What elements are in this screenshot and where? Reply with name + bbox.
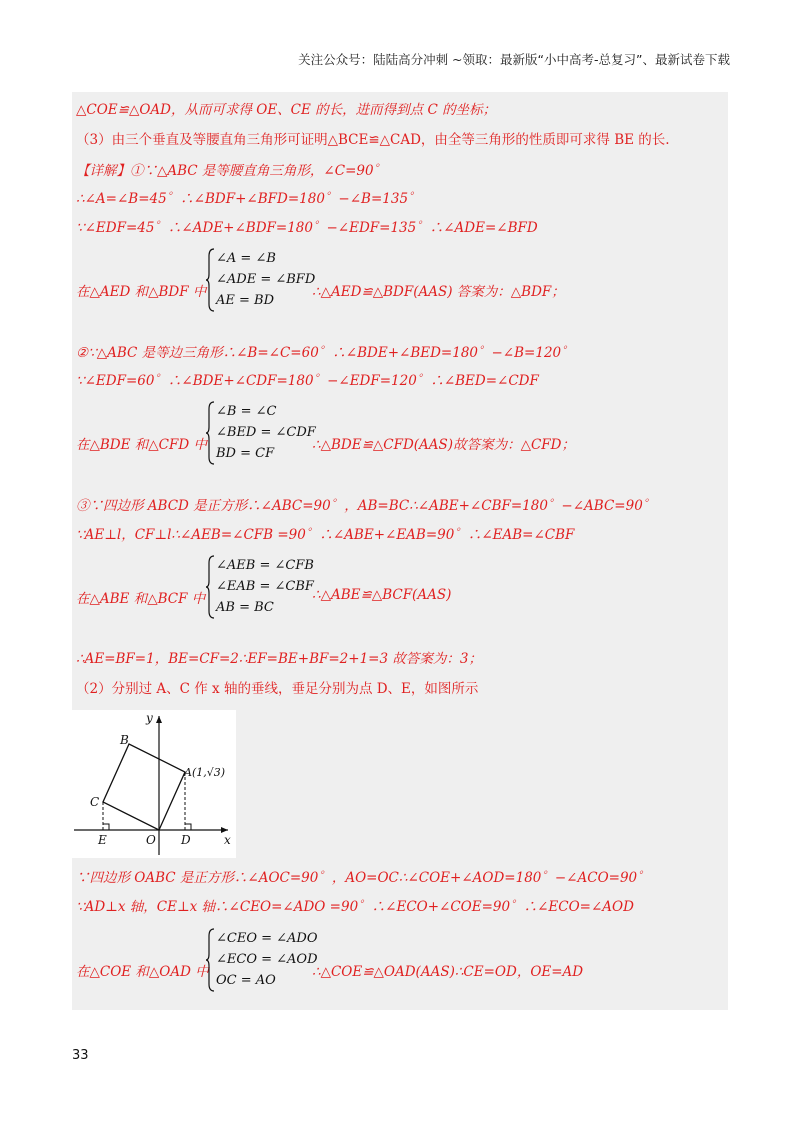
system-prefix: 在△BDE 和△CFD 中 xyxy=(76,437,207,453)
point-label-A: A(1,√3) xyxy=(184,766,226,779)
text-line-13: ∵AD⊥x 轴，CE⊥x 轴∴∠CEO=∠ADO =90゜∴∠ECO+∠COE=90゜∴∠ECO=∠AOD xyxy=(76,899,634,915)
coordinate-diagram xyxy=(72,710,236,858)
system-prefix: 在△COE 和△OAD 中 xyxy=(76,964,209,980)
system-conclusion: ∴△BDE≌△CFD(AAS)故答案为：△CFD； xyxy=(312,437,575,453)
text-line-1: △COE≌△OAD，从而可求得 OE、CE 的长，进而得到点 C 的坐标； xyxy=(76,102,497,118)
axis-label-x: x xyxy=(224,833,231,847)
equation-line: ∠AEB = ∠CFB xyxy=(216,558,314,573)
text-line-9: ∵AE⊥l，CF⊥l∴∠AEB=∠CFB =90゜∴∠ABE+∠EAB=90゜∴∠EAB=∠CBF xyxy=(76,527,575,543)
text-line-11: （2）分别过 A、C 作 x 轴的垂线，垂足分别为点 D、E，如图所示 xyxy=(76,681,479,697)
point-label-C: C xyxy=(90,795,100,809)
equation-line: ∠CEO = ∠ADO xyxy=(216,931,318,946)
text-line-8: ③∵四边形 ABCD 是正方形∴∠ABC=90゜，AB=BC∴∠ABE+∠CBF=180゜−∠ABC=90゜ xyxy=(76,498,657,514)
left-brace-icon xyxy=(206,401,216,465)
system-conclusion: ∴△AED≌△BDF(AAS) 答案为：△BDF； xyxy=(312,284,565,300)
text-line-4: ∴∠A=∠B=45゜∴∠BDF+∠BFD=180゜−∠B=135゜ xyxy=(76,191,422,207)
equation-line: ∠A = ∠B xyxy=(216,251,276,266)
point-label-O: O xyxy=(146,833,156,847)
point-label-E: E xyxy=(98,833,107,847)
page-number: 33 xyxy=(72,1048,89,1063)
text-line-3: 【详解】①∵△ABC 是等腰直角三角形，∠C=90゜ xyxy=(76,163,388,179)
equation-line: BD = CF xyxy=(216,446,275,461)
equation-line: OC = AO xyxy=(216,973,276,988)
left-brace-icon xyxy=(206,928,216,992)
equation-line: AE = BD xyxy=(216,293,275,308)
left-brace-icon xyxy=(206,248,216,312)
text-line-12: ∵四边形 OABC 是正方形∴∠AOC=90゜，AO=OC∴∠COE+∠AOD=180゜−∠ACO=90゜ xyxy=(76,870,651,886)
point-label-B: B xyxy=(120,733,129,747)
equation-line: ∠EAB = ∠CBF xyxy=(216,579,314,594)
system-conclusion: ∴△ABE≌△BCF(AAS) xyxy=(312,587,452,603)
equation-line: ∠BED = ∠CDF xyxy=(216,425,316,440)
text-line-6: ②∵△ABC 是等边三角形∴∠B=∠C=60゜∴∠BDE+∠BED=180゜−∠B=120゜ xyxy=(76,345,575,361)
point-label-D: D xyxy=(181,833,191,847)
text-line-10: ∴AE=BF=1，BE=CF=2∴EF=BE+BF=2+1=3 故答案为：3； xyxy=(76,651,482,667)
equation-line: ∠B = ∠C xyxy=(216,404,277,419)
text-line-2: （3）由三个垂直及等腰直角三角形可证明△BCE≌△CAD，由全等三角形的性质即可求得 BE 的长. xyxy=(76,132,670,148)
equation-line: AB = BC xyxy=(216,600,274,615)
text-line-5: ∵∠EDF=45゜∴∠ADE+∠BDF=180゜−∠EDF=135゜∴∠ADE=∠BFD xyxy=(76,220,538,236)
system-prefix: 在△ABE 和△BCF 中 xyxy=(76,591,206,607)
geometry-figure xyxy=(72,710,236,858)
page-header: 关注公众号：陆陆高分冲刺 ~领取：最新版“小中高考-总复习”、最新试卷下载 xyxy=(298,52,730,67)
equation-line: ∠ECO = ∠AOD xyxy=(216,952,318,967)
equation-line: ∠ADE = ∠BFD xyxy=(216,272,316,287)
text-line-7: ∵∠EDF=60゜∴∠BDE+∠CDF=180゜−∠EDF=120゜∴∠BED=∠CDF xyxy=(76,373,539,389)
left-brace-icon xyxy=(206,555,216,619)
system-conclusion: ∴△COE≌△OAD(AAS)∴CE=OD，OE=AD xyxy=(312,964,584,980)
axis-label-y: y xyxy=(146,711,153,725)
system-prefix: 在△AED 和△BDF 中 xyxy=(76,284,207,300)
